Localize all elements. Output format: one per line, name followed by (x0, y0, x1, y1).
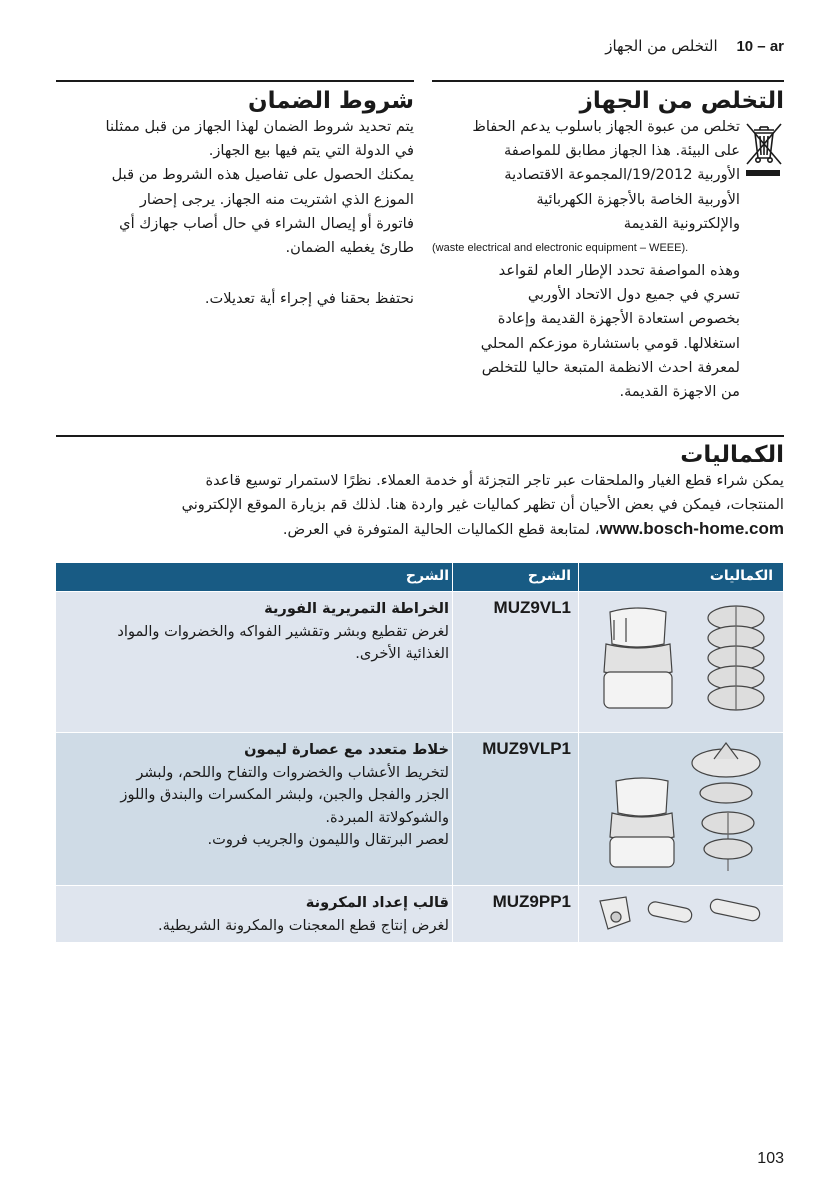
warranty-line: يمكنك الحصول على تفاصيل هذه الشروط من قبل (111, 166, 414, 184)
warranty-title: شروط الضمان (248, 88, 414, 114)
disposal-line: والإلكترونية القديمة (623, 214, 740, 232)
page-number: 103 (757, 1150, 784, 1167)
disposal-title: التخلص من الجهاز (579, 88, 784, 114)
row-desc-line: لغرض إنتاج قطع المعجنات والمكرونة الشريطية. (158, 916, 449, 934)
disposal-line: لمعرفة احدث الانظمة المتبعة حاليا للتخلص (481, 358, 740, 376)
warranty-note: نحتفظ بحقنا في إجراء أية تعديلات. (204, 290, 414, 307)
veg-slicer-image (596, 600, 776, 712)
disposal-line: من الاجهزة القديمة. (619, 383, 740, 401)
header-section-title: التخلص من الجهاز (605, 37, 718, 55)
accessories-table (56, 563, 783, 942)
warranty-line: الموزع الذي اشتريت منه الجهاز. يرجى إحضار (139, 190, 414, 208)
disposal-line: تخلص من عبوة الجهاز باسلوب يدعم الحفاظ (472, 118, 740, 135)
row-desc-line: لتخريط الأعشاب والخضروات والتفاح واللحم، ولبشر (136, 763, 449, 781)
row-desc-line: لعصر البرتقال والليمون والجريب فروت. (207, 831, 449, 848)
table-header (56, 563, 783, 591)
rule-disposal (432, 80, 784, 82)
row-desc-line: الجزر والفجل والجبن، ولبشر المكسرات والبندق واللوز (120, 786, 449, 803)
col-divider (578, 733, 579, 885)
row-description (57, 892, 449, 937)
multi-mixer-image (596, 741, 776, 881)
accessories-line3-rest: ، لمتابعة قطع الكماليات الحالية المتوفرة في العرض. (282, 521, 600, 539)
disposal-line: استغلالها. قومي باستشارة موزعكم المحلي (480, 334, 740, 352)
rule-warranty (56, 80, 414, 82)
row-desc-line: لغرض تقطيع وبشر وتقشير الفواكه والخضروات والمواد (117, 622, 449, 640)
warranty-body (56, 115, 414, 260)
disposal-body (432, 115, 740, 236)
table-row (56, 591, 783, 732)
page-header (560, 37, 784, 59)
warranty-line: يتم تحديد شروط الضمان لهذا الجهاز من قبل ممثلنا (105, 118, 414, 135)
header-description: الشرح (405, 568, 449, 584)
pasta-maker-image (596, 891, 776, 937)
row-desc-line: والشوكولاتة المبردة. (325, 808, 449, 826)
disposal-line: وهذه المواصفة تحدد الإطار العام لقواعد (498, 262, 740, 279)
disposal-line: بخصوص استعادة الأجهزة القديمة وإعادة (497, 310, 740, 328)
accessories-intro (56, 469, 784, 543)
accessories-line: يمكن شراء قطع الغيار والملحقات عبر تاجر التجزئة أو خدمة العملاء. نظرًا لاستمرار توسيع قاعدة (205, 472, 784, 489)
disposal-line: على البيئة. هذا الجهاز مطابق للمواصفة (503, 142, 740, 160)
header-accessories: الكماليات (709, 568, 773, 584)
accessories-line (56, 517, 784, 542)
disposal-line: تسري في جميع دول الاتحاد الأوربي (527, 286, 740, 304)
accessories-title: الكماليات (680, 442, 784, 468)
row-desc-line: الغذائية الأخرى. (355, 645, 449, 662)
header-page-ref: 10 – ar (736, 38, 784, 55)
table-row (56, 885, 783, 942)
row-description (57, 739, 449, 852)
disposal-line: الأوربية 19/2012/المجموعة الاقتصادية (504, 166, 740, 184)
weee-note: (waste electrical and electronic equipment – WEEE). (432, 242, 689, 254)
warranty-line: في الدولة التي يتم فيها بيع الجهاز. (208, 142, 414, 160)
table-row (56, 732, 783, 885)
header-model: الشرح (527, 568, 571, 584)
rule-accessories (56, 435, 784, 437)
accessories-line: المنتجات، فيمكن في بعض الأحيان أن تظهر كماليات غير واردة هنا. لذلك قم بزيارة الموقع الإلكتروني (181, 496, 784, 514)
row-title: خلاط متعدد مع عصارة ليمون (244, 741, 449, 758)
model-code: MUZ9PP1 (492, 892, 571, 911)
row-description (57, 598, 449, 666)
disposal-body-2 (432, 259, 740, 404)
col-divider (578, 563, 579, 591)
col-divider (452, 563, 453, 591)
row-title: قالب إعداد المكرونة (305, 894, 449, 911)
bosch-url-link[interactable]: www.bosch-home.com (599, 519, 784, 539)
col-divider (578, 592, 579, 732)
col-divider (578, 886, 579, 942)
model-code: MUZ9VL1 (493, 598, 571, 617)
weee-bin-icon (743, 120, 783, 188)
warranty-line: فاتورة أو إيصال الشراء في حال أصاب جهازك أي (119, 214, 414, 232)
warranty-line: طارئ يغطيه الضمان. (285, 239, 414, 257)
row-title: الخراطة التمريرية الفورية (264, 600, 449, 617)
model-code: MUZ9VLP1 (482, 739, 571, 758)
disposal-line: الأوربية الخاصة بالأجهزة الكهربائية (536, 190, 740, 208)
